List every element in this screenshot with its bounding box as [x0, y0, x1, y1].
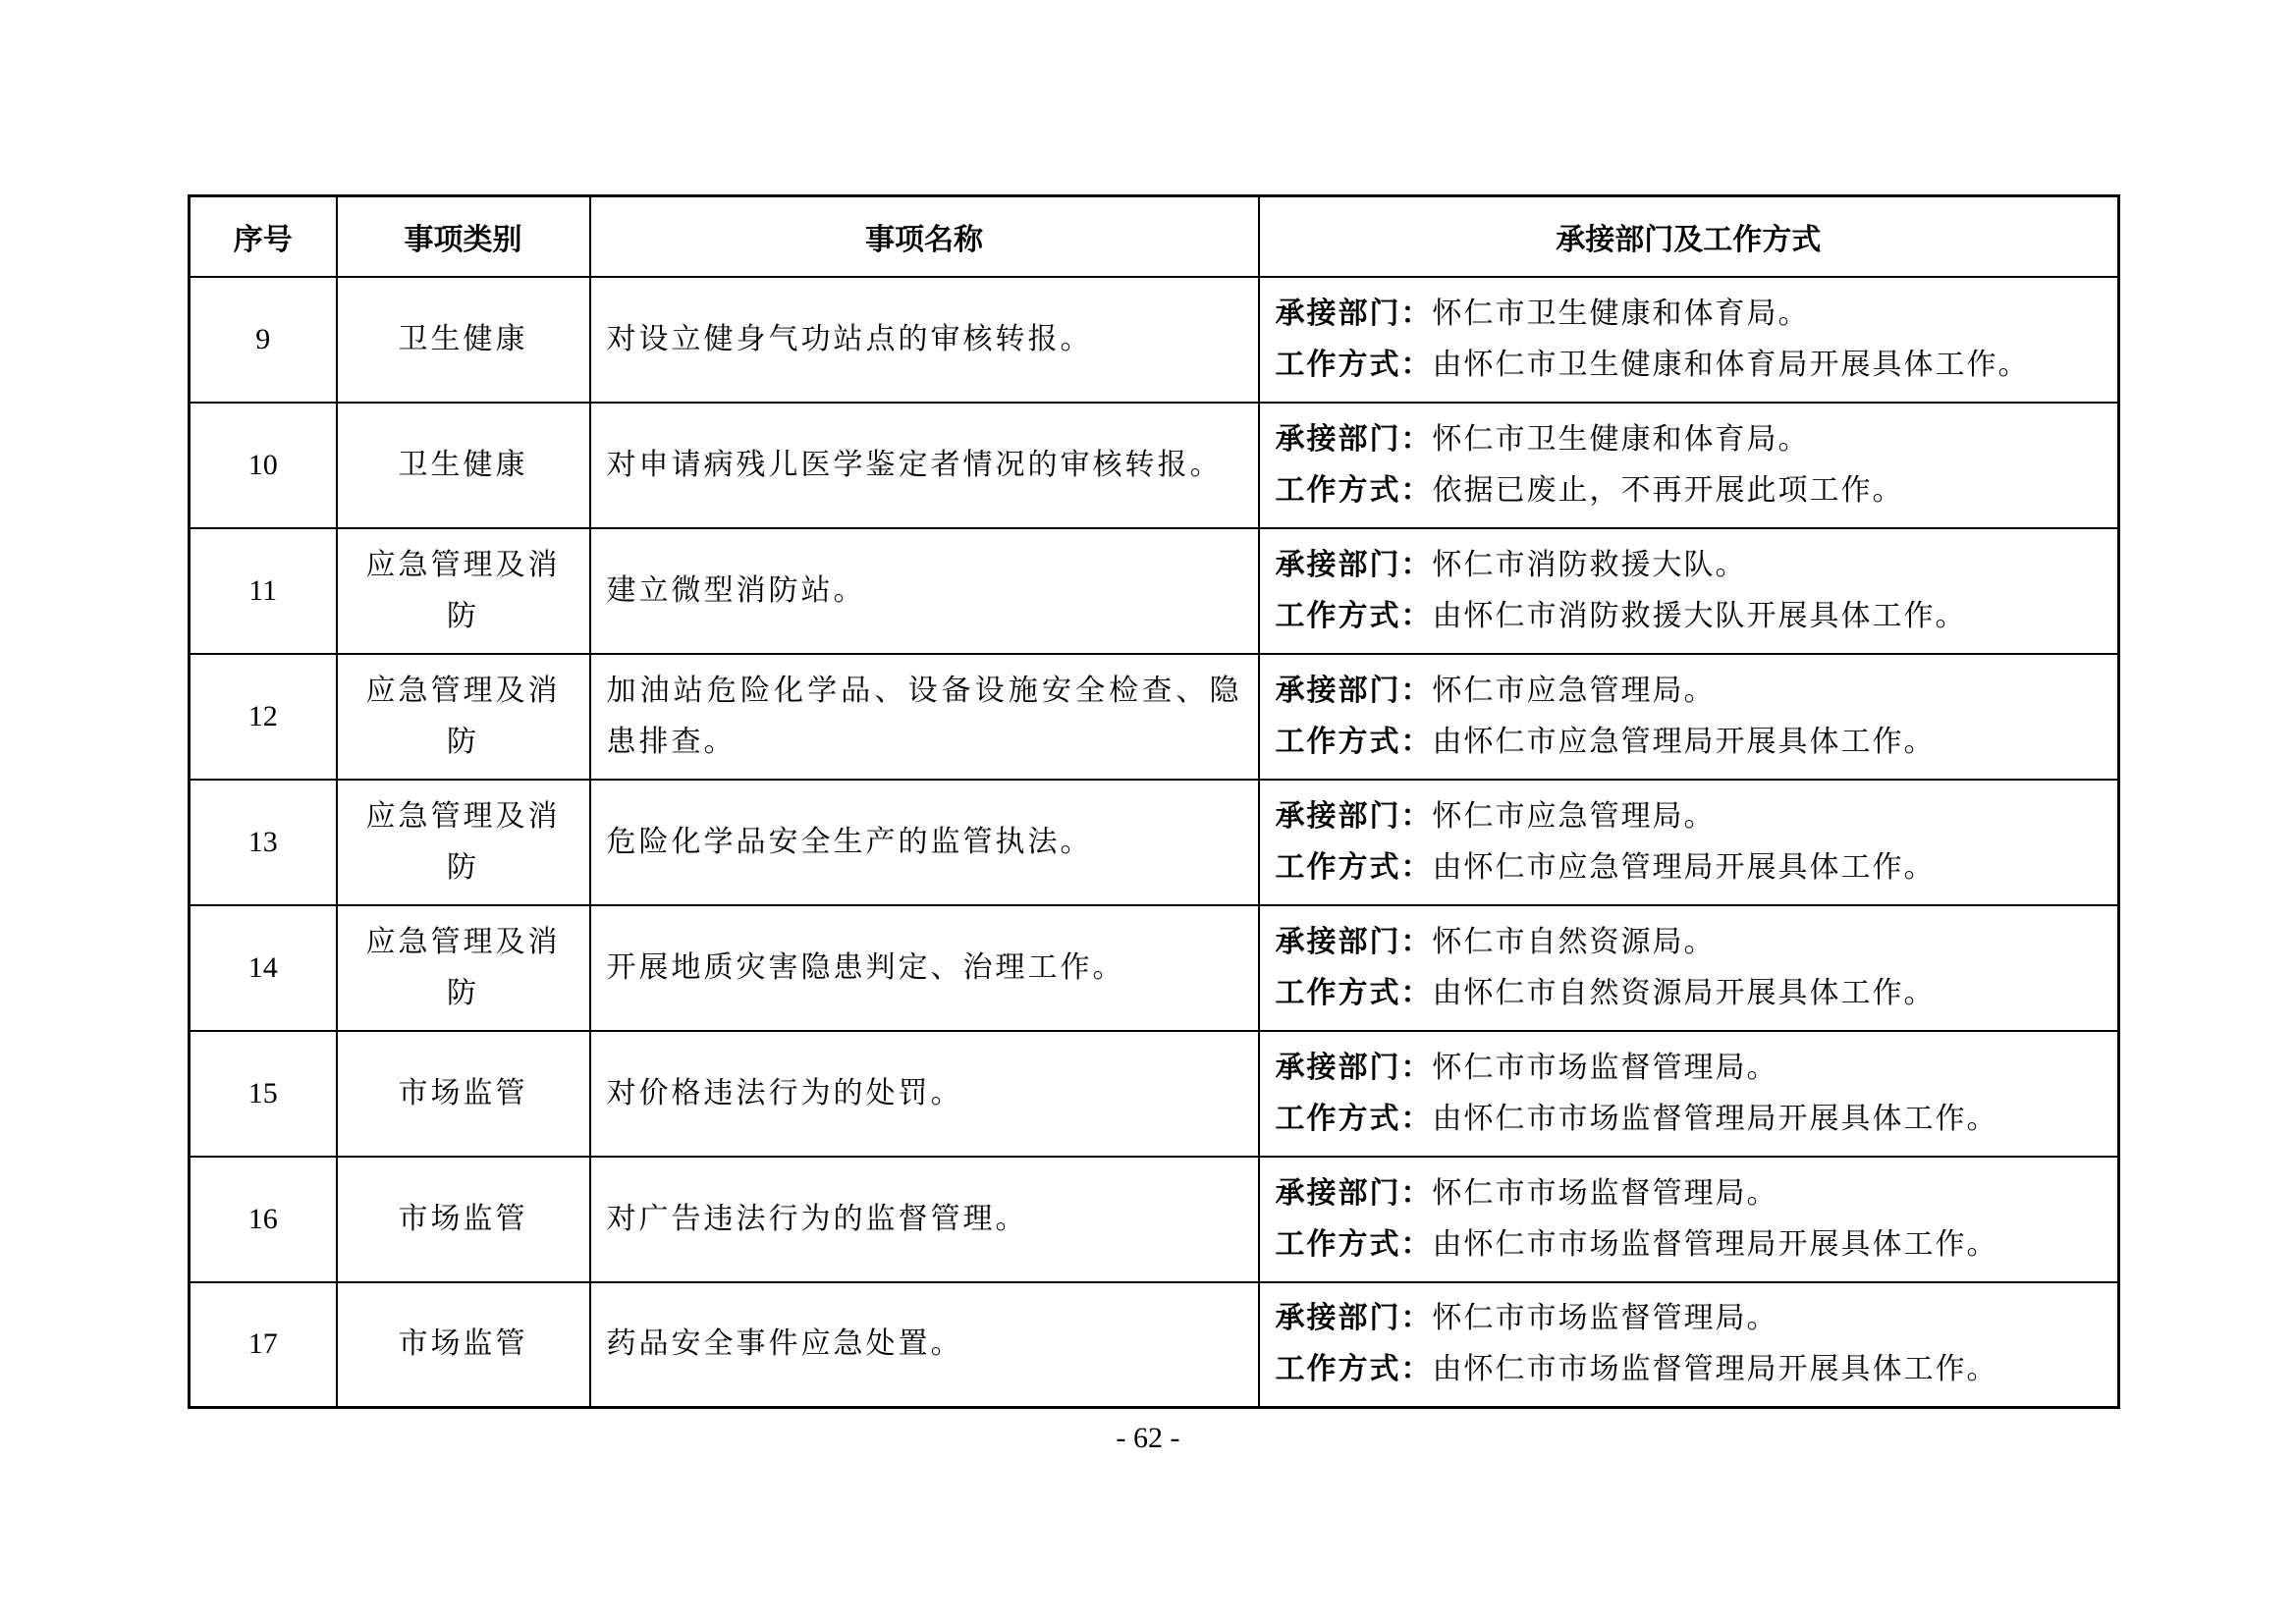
table-row	[190, 1031, 2119, 1157]
row-category: 市场监管	[337, 1157, 590, 1282]
row-category: 市场监管	[337, 1282, 590, 1408]
dept-value: 怀仁市应急管理局。	[1432, 798, 1716, 834]
row-dept-mode	[1259, 277, 2119, 403]
dept-line	[1276, 1043, 2103, 1094]
dept-line	[1276, 1168, 2103, 1219]
row-number: 16	[190, 1157, 337, 1282]
dept-value: 怀仁市应急管理局。	[1432, 673, 1716, 708]
row-dept-mode	[1259, 528, 2119, 654]
mode-value: 由怀仁市应急管理局开展具体工作。	[1432, 724, 1936, 759]
mode-line	[1276, 968, 2103, 1019]
row-category: 应急管理及消防	[337, 780, 590, 905]
dept-label: 承接部门：	[1275, 296, 1433, 331]
row-category: 应急管理及消防	[337, 528, 590, 654]
row-number: 14	[190, 905, 337, 1031]
header-category: 事项类别	[337, 196, 590, 277]
table-row	[190, 905, 2119, 1031]
mode-label: 工作方式：	[1275, 1226, 1433, 1262]
table-header-row	[190, 196, 2119, 277]
row-dept-mode	[1259, 1031, 2119, 1157]
row-dept-mode	[1259, 780, 2119, 905]
dept-value: 怀仁市市场监督管理局。	[1432, 1175, 1778, 1211]
dept-line	[1276, 917, 2103, 968]
dept-line	[1276, 791, 2103, 842]
mode-value: 由怀仁市市场监督管理局开展具体工作。	[1432, 1352, 1998, 1387]
row-number: 15	[190, 1031, 337, 1157]
dept-value: 怀仁市卫生健康和体育局。	[1432, 421, 1810, 457]
row-dept-mode	[1259, 905, 2119, 1031]
dept-label: 承接部门：	[1275, 673, 1433, 708]
table-row	[190, 528, 2119, 654]
dept-label: 承接部门：	[1275, 798, 1433, 834]
mode-line	[1276, 1219, 2103, 1271]
mode-line	[1276, 340, 2103, 391]
mode-value: 由怀仁市卫生健康和体育局开展具体工作。	[1432, 347, 2030, 382]
header-no: 序号	[190, 196, 337, 277]
dept-line	[1276, 540, 2103, 591]
page-number: - 62 -	[1116, 1422, 1180, 1454]
mode-label: 工作方式：	[1275, 347, 1433, 382]
mode-value: 由怀仁市市场监督管理局开展具体工作。	[1432, 1226, 1998, 1262]
mode-value: 由怀仁市自然资源局开展具体工作。	[1432, 975, 1936, 1010]
table-row	[190, 654, 2119, 780]
mode-label: 工作方式：	[1275, 1101, 1433, 1136]
dept-line	[1276, 666, 2103, 717]
row-category: 卫生健康	[337, 403, 590, 528]
row-item-name: 建立微型消防站。	[590, 528, 1259, 654]
mode-line	[1276, 465, 2103, 516]
table-row	[190, 403, 2119, 528]
row-item-name: 对价格违法行为的处罚。	[590, 1031, 1259, 1157]
mode-line	[1276, 842, 2103, 893]
mode-label: 工作方式：	[1275, 1352, 1433, 1387]
header-name: 事项名称	[590, 196, 1259, 277]
row-item-name: 开展地质灾害隐患判定、治理工作。	[590, 905, 1259, 1031]
dept-label: 承接部门：	[1275, 924, 1433, 959]
dept-label: 承接部门：	[1275, 1175, 1433, 1211]
mode-value: 由怀仁市应急管理局开展具体工作。	[1432, 849, 1936, 885]
row-dept-mode	[1259, 1157, 2119, 1282]
table-row	[190, 277, 2119, 403]
row-item-name: 对广告违法行为的监督管理。	[590, 1157, 1259, 1282]
row-category: 卫生健康	[337, 277, 590, 403]
row-item-name: 对申请病残儿医学鉴定者情况的审核转报。	[590, 403, 1259, 528]
dept-label: 承接部门：	[1275, 547, 1433, 582]
row-dept-mode	[1259, 654, 2119, 780]
mode-value: 由怀仁市市场监督管理局开展具体工作。	[1432, 1101, 1998, 1136]
mode-line	[1276, 717, 2103, 768]
mode-line	[1276, 1344, 2103, 1395]
mode-line	[1276, 1094, 2103, 1145]
table-row	[190, 780, 2119, 905]
dept-value: 怀仁市卫生健康和体育局。	[1432, 296, 1810, 331]
row-number: 11	[190, 528, 337, 654]
dept-line	[1276, 1293, 2103, 1344]
row-item-name: 对设立健身气功站点的审核转报。	[590, 277, 1259, 403]
table-row	[190, 1157, 2119, 1282]
table-body	[190, 277, 2119, 1408]
mode-label: 工作方式：	[1275, 472, 1433, 508]
dept-line	[1276, 289, 2103, 340]
dept-label: 承接部门：	[1275, 1301, 1433, 1336]
row-item-name: 危险化学品安全生产的监管执法。	[590, 780, 1259, 905]
table-row	[190, 1282, 2119, 1408]
row-item-name: 加油站危险化学品、设备设施安全检查、隐患排查。	[590, 654, 1259, 780]
dept-line	[1276, 414, 2103, 465]
dept-label: 承接部门：	[1275, 1050, 1433, 1085]
row-item-name: 药品安全事件应急处置。	[590, 1282, 1259, 1408]
mode-value: 依据已废止，不再开展此项工作。	[1432, 472, 1904, 508]
row-dept-mode	[1259, 1282, 2119, 1408]
mode-label: 工作方式：	[1275, 598, 1433, 633]
row-number: 17	[190, 1282, 337, 1408]
row-category: 市场监管	[337, 1031, 590, 1157]
items-table	[188, 194, 2120, 1409]
row-number: 12	[190, 654, 337, 780]
row-number: 9	[190, 277, 337, 403]
dept-value: 怀仁市自然资源局。	[1432, 924, 1716, 959]
mode-value: 由怀仁市消防救援大队开展具体工作。	[1432, 598, 1967, 633]
mode-label: 工作方式：	[1275, 724, 1433, 759]
dept-value: 怀仁市市场监督管理局。	[1432, 1301, 1778, 1336]
row-dept-mode	[1259, 403, 2119, 528]
mode-label: 工作方式：	[1275, 849, 1433, 885]
dept-label: 承接部门：	[1275, 421, 1433, 457]
row-number: 10	[190, 403, 337, 528]
row-category: 应急管理及消防	[337, 905, 590, 1031]
header-dept-mode: 承接部门及工作方式	[1259, 196, 2119, 277]
dept-value: 怀仁市消防救援大队。	[1432, 547, 1747, 582]
mode-label: 工作方式：	[1275, 975, 1433, 1010]
dept-value: 怀仁市市场监督管理局。	[1432, 1050, 1778, 1085]
row-category: 应急管理及消防	[337, 654, 590, 780]
mode-line	[1276, 591, 2103, 642]
row-number: 13	[190, 780, 337, 905]
